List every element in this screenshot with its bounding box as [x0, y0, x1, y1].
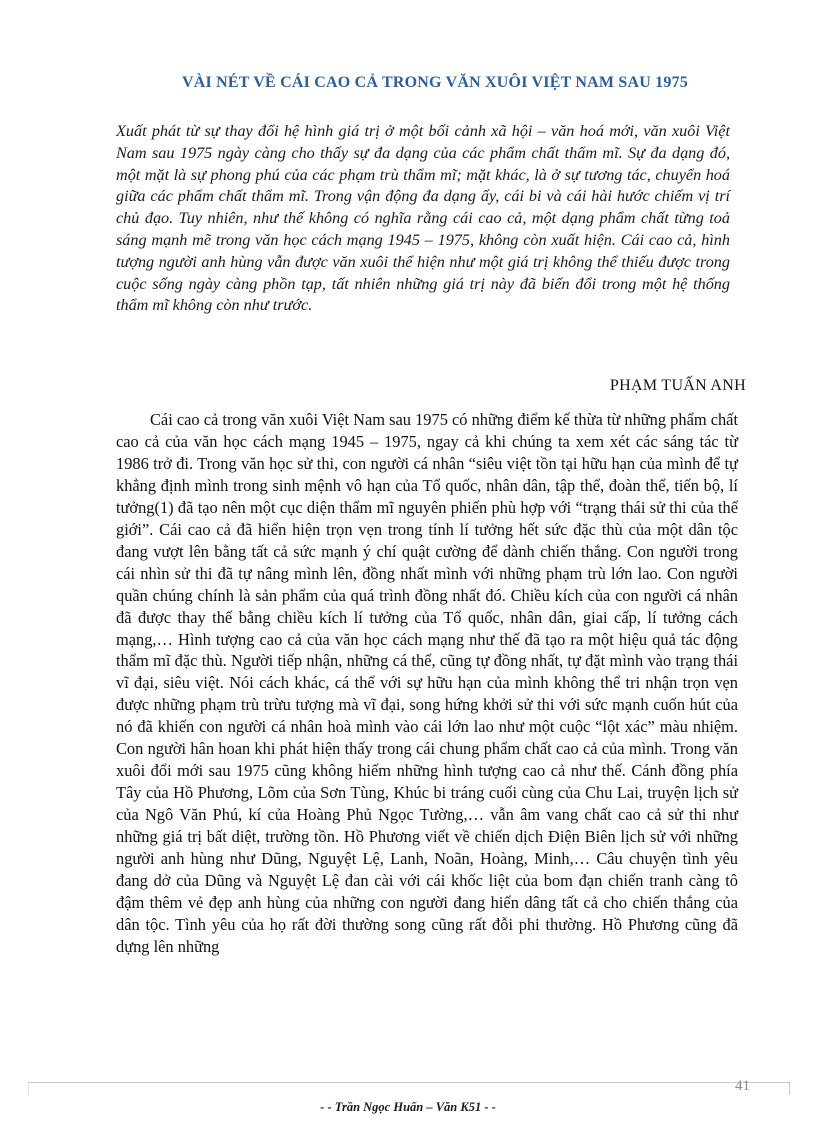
author-name: PHẠM TUẤN ANH — [609, 377, 746, 394]
body-paragraph: Cái cao cả trong văn xuôi Việt Nam sau 1975 có những điểm kế thừa từ những phẩm chất cao cả của văn học cách mạng 1945 – 1975, ngay cả khi chúng ta xem xét các sáng tác từ 1986 trở đi. Trong văn học sử thi, con người cá nhân “siêu việt tồn tại hữu hạn của mình để tự khẳng định mình trong sinh mệnh vô hạn của Tổ quốc, nhân dân, tập thể, đoàn thể, tiến bộ, lí tưởng(1) đã tạo nên một cục diện thẩm mĩ nguyên phiến phù hợp với “trạng thái sử thi của thế giới”. Cái cao cả đã hiển hiện trọn vẹn trong tính lí tưởng hết sức đặc thù của một dân tộc đang vượt lên bằng tất cả sức mạnh ý chí quật cường để dành chiến thắng. Con người trong cái nhìn sử thi đã tự nâng mình lên, đồng nhất mình với những phạm trù lớn lao. Con người quần chúng chính là sản phẩm của quá trình đồng nhất đó. Chiều kích của con người cá nhân đã được thay thế bằng chiều kích lí tưởng của Tổ quốc, nhân dân, giai cấp, lí tưởng cách mạng,… Hình tượng cao cả của văn học cách mạng như thế đã tạo ra một hiệu quả tác động thẩm mĩ đặc thù. Người tiếp nhận, những cá thể, cũng tự đồng nhất, tự đặt mình vào trạng thái vĩ đại, siêu việt. Nói cách khác, cá thể với sự hữu hạn của mình không thể tri nhận trọn vẹn được những phạm trù trừu tượng mà vĩ đại, song hứng khởi sử thi với sức mạnh cuốn hút của nó đã khiến con người cá nhân hoà mình vào cái lớn lao như một cuộc “lột xác” màu nhiệm. Con người hân hoan khi phát hiện thấy trong cái chung phẩm chất cao cả của mình. Trong văn xuôi đổi mới sau 1975 cũng không hiếm những hình tượng cao cả như thế. Cánh đồng phía Tây của Hồ Phương, Lõm của Sơn Tùng, Khúc bi tráng cuối cùng của Chu Lai, truyện lịch sử của Ngô Văn Phú, kí của Hoàng Phủ Ngọc Tường,… vẫn âm vang chất cao cả sử thi như những giá trị bất diệt, trường tồn. Hồ Phương viết về chiến dịch Điện Biên lịch sử với những người anh hùng như Dũng, Nguyệt Lệ, Lanh, Noãn, Hoàng, Minh,… Câu chuyện tình yêu đang dở của Dũng và Nguyệt Lệ đan cài với cái khốc liệt của bom đạn chiến tranh càng tô đậm thêm vẻ đẹp anh hùng của những con người đang hiến dâng tất cả cho chiến thắng của dân tộc. Tình yêu của họ rất đời thường song cũng rất đỗi phi thường. Hồ Phương cũng đã dựng lên những — [116, 410, 738, 956]
page-number: 41 — [735, 1078, 750, 1094]
abstract-paragraph: Xuất phát từ sự thay đổi hệ hình giá trị ở một bối cảnh xã hội – văn hoá mới, văn xuôi Việt Nam sau 1975 ngày càng cho thấy sự đa dạng của các phẩm chất thẩm mĩ. Sự đa dạng đó, một mặt là sự phong phú của các phạm trù thẩm mĩ; mặt khác, là ở sự tương tác, chuyển hoá giữa các phẩm chất thẩm mĩ. Trong vận động đa dạng ấy, cái bi và cái hài hước chiếm vị trí chủ đạo. Tuy nhiên, như thế không có nghĩa rằng cái cao cả, một dạng phẩm chất từng toả sáng mạnh mẽ trong văn học cách mạng 1945 – 1975, không còn xuất hiện. Cái cao cả, hình tượng người anh hùng vẫn được văn xuôi thể hiện như một giá trị không thể thiếu được trong cuộc sống ngày càng phồn tạp, tất nhiên những giá trị này đã biến đổi trong một hệ thống thẩm mĩ không còn như trước. — [116, 122, 730, 315]
footer-divider — [28, 1082, 790, 1095]
page-title: VÀI NÉT VỀ CÁI CAO CẢ TRONG VĂN XUÔI VIỆT NAM SAU 1975 — [182, 74, 688, 91]
footer-caption: - - Trần Ngọc Huấn – Văn K51 - - — [320, 1100, 496, 1114]
